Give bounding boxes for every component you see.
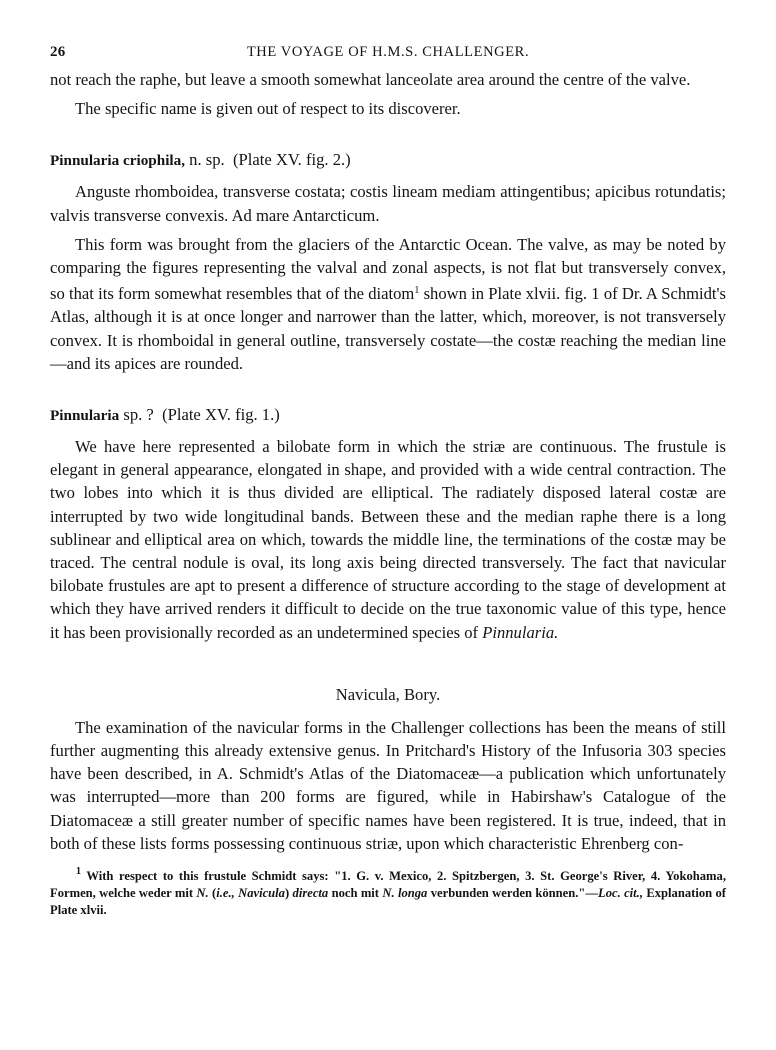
species-heading-criophila bbox=[50, 149, 726, 172]
genus-italic: Pinnularia. bbox=[482, 622, 559, 642]
description-paragraph bbox=[50, 233, 726, 375]
species-heading-pinnularia-sp bbox=[50, 404, 726, 427]
footnote-italic: N. longa bbox=[382, 886, 428, 901]
genus-name: Pinnularia criophila, bbox=[50, 152, 186, 170]
page bbox=[50, 44, 726, 920]
intro-paragraph: not reach the raphe, but leave a smooth somewhat lanceolate area around the centre of the valve. bbox=[50, 70, 691, 89]
footnote-text: Explanation of Plate xlvii. bbox=[50, 886, 726, 918]
footnote-italic: Loc. cit., bbox=[598, 886, 643, 901]
footnote-text: noch mit bbox=[328, 886, 383, 901]
description-paragraph bbox=[50, 435, 726, 644]
footnote-text: verbunden werden können."— bbox=[427, 886, 599, 901]
footnote-text: ) bbox=[284, 886, 293, 901]
footnote-text: With respect to this frustule Schmidt says: "1. G. v. Mexico, 2. Spitzbergen, 3. St. George's River, 4. Yokohama, Formen, welche weder mit bbox=[50, 869, 726, 901]
species-designation: sp. ? bbox=[119, 405, 154, 425]
footnote-italic: directa bbox=[292, 886, 329, 901]
intro-paragraph-2: The specific name is given out of respect to its discoverer. bbox=[75, 99, 461, 119]
footnote-number: 1 bbox=[76, 866, 81, 878]
footnote-marker: 1 bbox=[414, 285, 420, 297]
footnote-italic: i.e., Navicula bbox=[216, 886, 285, 901]
genus-paragraph: The examination of the navicular forms in the Challenger collections has been the means of still further augmenting this already extensive genus. In Pritchard's History of the Infusoria 303 species have been described, in A. Schmidt's Atlas of the Diatomaceæ—a publication which unfortunately was interrupted—more than 200 forms are figured, while in Habirshaw's Catalogue of the Diatomaceæ a still greater number of specific names have been registered. It is true, indeed, that in both of these lists forms possessing continuous striæ, upon which characteristic Ehrenberg con- bbox=[50, 717, 726, 853]
description-text: We have here represented a bilobate form in which the striæ are continuous. The frustule is elegant in general appearance, elongated in shape, and provided with a wide central contraction. The two lobes into which it is thus divided are elliptical. The radiately disposed lateral costæ are interrupted by two wide longitudinal bands. Between these and the median raphe there is a long sublinear and elliptical area on which, towards the middle line, the terminations of the costæ may be traced. The central nodule is oval, its long axis being directed transversely. The fact that navicular bilobate frustules are apt to present a difference of structure according to the stage of development at which they have arrived renders it difficult to decide on the true taxonomic value of this type, hence it has been provisionally recorded as an undetermined species of bbox=[50, 437, 726, 642]
description-text-cont: shown in Plate xlvii. fig. 1 of Dr. A Schmidt's Atlas, although it is at once longer and narrower than the latter, which, moreover, is not transversely convex. It is rhomboidal in general outline, transversely costate—the costæ reaching the median line—and its apices are rounded. bbox=[50, 284, 726, 373]
footnote bbox=[50, 863, 726, 920]
genus-section-heading: Navicula, Bory. bbox=[335, 684, 441, 704]
running-title: THE VOYAGE OF H.M.S. CHALLENGER. bbox=[246, 44, 530, 60]
genus-name: Pinnularia bbox=[50, 407, 120, 425]
footnote-text: ( bbox=[208, 886, 217, 901]
page-number: 26 bbox=[50, 44, 66, 60]
species-designation: n. sp. bbox=[185, 150, 225, 170]
description-text: This form was brought from the glaciers of the Antarctic Ocean. The valve, as may be noted by comparing the figures representing the valval and zonal aspects, is not flat but transversely convex, so that its form somewhat resembles that of the diatom bbox=[50, 234, 726, 304]
latin-diagnosis: Anguste rhomboidea, transverse costata; costis lineam mediam attingentibus; apicibus rotundatis; valvis transverse convexis. Ad mare Antarcticum. bbox=[50, 182, 726, 225]
footnote-italic: N. bbox=[196, 886, 209, 901]
page-header bbox=[50, 44, 726, 68]
plate-reference: (Plate XV. fig. 2.) bbox=[232, 150, 351, 170]
plate-reference: (Plate XV. fig. 1.) bbox=[162, 405, 280, 425]
